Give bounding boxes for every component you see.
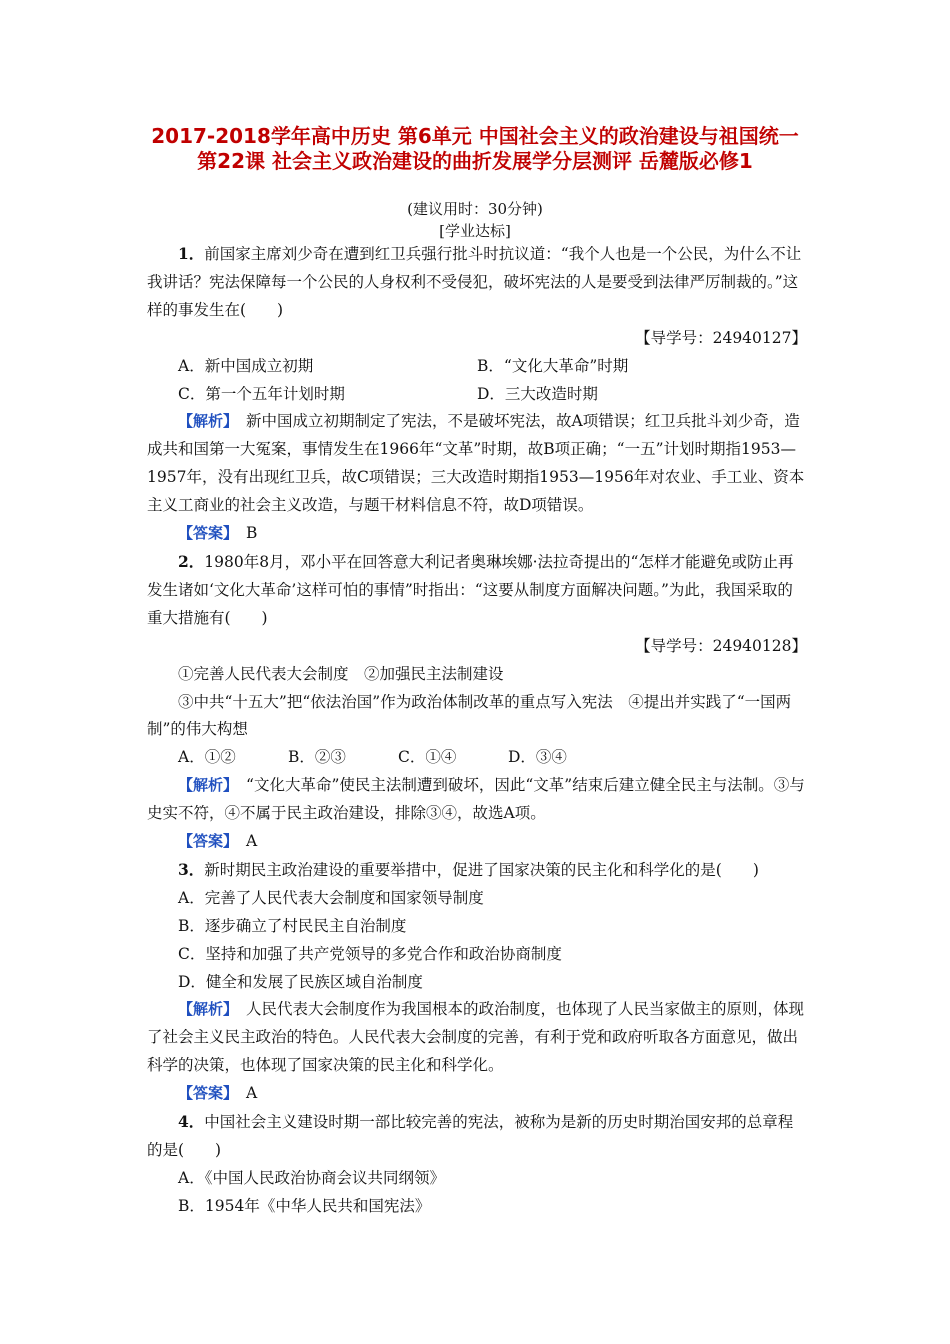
question-1-stem	[147, 240, 807, 325]
question-1-ref: 【导学号：24940127】	[635, 328, 807, 347]
option-b: B．逐步确立了村民民主自治制度	[178, 916, 407, 935]
question-number: 4．	[178, 1112, 205, 1132]
option-a: A．完善了人民代表大会制度和国家领导制度	[178, 888, 484, 907]
question-2-items-12: ①完善人民代表大会制度 ②加强民主法制建设	[178, 664, 504, 683]
question-number: 1．	[178, 244, 205, 263]
option-c: C．①④	[398, 748, 457, 767]
option-d: D．三大改造时期	[477, 384, 598, 403]
question-3-answer	[147, 1080, 807, 1108]
analysis-tag: 【解析】	[178, 776, 231, 795]
option-b: B．“文化大革命”时期	[477, 356, 629, 375]
option-d: D．健全和发展了民族区域自治制度	[178, 972, 423, 991]
analysis-text: 人民代表大会制度作为我国根本的政治制度，也体现了人民当家做主的原则，体现了社会主义民主政治的特色。人民代表大会制度的完善，有利于党和政府听取各方面意见，做出科学的决策，也体现了国家决策的民主化和科学化。	[147, 1000, 805, 1075]
question-4-stem	[147, 1108, 807, 1165]
answer-text: A	[230, 1084, 258, 1103]
answer-text: B	[230, 524, 258, 543]
option-c: C．第一个五年计划时期	[178, 384, 345, 403]
suggested-time: (建议用时：30分钟)	[407, 200, 543, 218]
question-text: 中国社会主义建设时期一部比较完善的宪法，被称为是新的历史时期治国安邦的总章程的是( )	[147, 1113, 794, 1159]
option-a: A．新中国成立初期	[178, 356, 314, 375]
question-1-options-row1	[147, 353, 807, 381]
option-d: D．③④	[508, 748, 567, 767]
question-text: 1980年8月，邓小平在回答意大利记者奥琳埃娜·法拉奇提出的“怎样才能避免或防止再发生诸如‘文化大革命’这样可怕的事情”时指出：“这要从制度方面解决问题。”为此，我国采取的重大措施有( )	[147, 552, 794, 627]
document-title: 2017-2018学年高中历史 第6单元 中国社会主义的政治建设与祖国统一 第22课 社会主义政治建设的曲折发展学分层测评 岳麓版必修1	[151, 124, 799, 173]
question-2-analysis	[147, 772, 807, 828]
question-3-stem	[147, 856, 807, 885]
analysis-text: “文化大革命”使民主法制遭到破坏，因此“文革”结束后建立健全民主与法制。③与史实不符，④不属于民主政治建设，排除③④，故选A项。	[147, 776, 805, 823]
question-text: 前国家主席刘少奇在遭到红卫兵强行批斗时抗议道：“我个人也是一个公民，为什么不让我讲话？宪法保障每一个公民的人身权利不受侵犯，破坏宪法的人是要受到法律严厉制裁的。”这样的事发生在( )	[147, 245, 802, 319]
question-1-answer	[147, 520, 807, 548]
answer-text: A	[230, 832, 258, 851]
question-body	[147, 240, 807, 1221]
question-2-options	[147, 744, 807, 772]
option-c: C．坚持和加强了共产党领导的多党合作和政治协商制度	[178, 944, 562, 963]
question-number: 3．	[178, 859, 205, 879]
question-2-items-34: ③中共“十五大”把“依法治国”作为政治体制改革的重点写入宪法 ④提出并实践了“一国两制”的伟大构想	[147, 692, 792, 739]
analysis-tag: 【解析】	[178, 1000, 231, 1019]
analysis-text: 新中国成立初期制定了宪法，不是破坏宪法，故A项错误；红卫兵批斗刘少奇，造成共和国第一大冤案，事情发生在1966年“文革”时期，故B项正确；“一五”计划时期指1953—1957年，没有出现红卫兵，故C项错误；三大改造时期指1953—1956年对农业、手工业、资本主义工商业的社会主义改造，与题干材料信息不符，故D项错误。	[147, 412, 805, 515]
option-a: A．《中国人民政治协商会议共同纲领》	[178, 1168, 445, 1187]
question-2-stem	[147, 548, 807, 633]
question-2-ref: 【导学号：24940128】	[635, 636, 807, 655]
section-heading: [学业达标]	[439, 222, 511, 240]
question-number: 2．	[178, 551, 205, 571]
answer-tag: 【答案】	[178, 832, 231, 851]
answer-tag: 【答案】	[178, 524, 231, 543]
question-text: 新时期民主政治建设的重要举措中，促进了国家决策的民主化和科学化的是( )	[204, 860, 759, 879]
question-1-options-row2	[147, 381, 807, 409]
option-a: A．①②	[178, 748, 236, 767]
option-b: B．②③	[288, 748, 346, 767]
analysis-tag: 【解析】	[178, 412, 231, 431]
option-b: B．1954年《中华人民共和国宪法》	[178, 1196, 431, 1215]
answer-tag: 【答案】	[178, 1084, 231, 1103]
question-2-answer	[147, 828, 807, 856]
question-3-analysis	[147, 996, 807, 1080]
question-1-analysis	[147, 408, 807, 520]
